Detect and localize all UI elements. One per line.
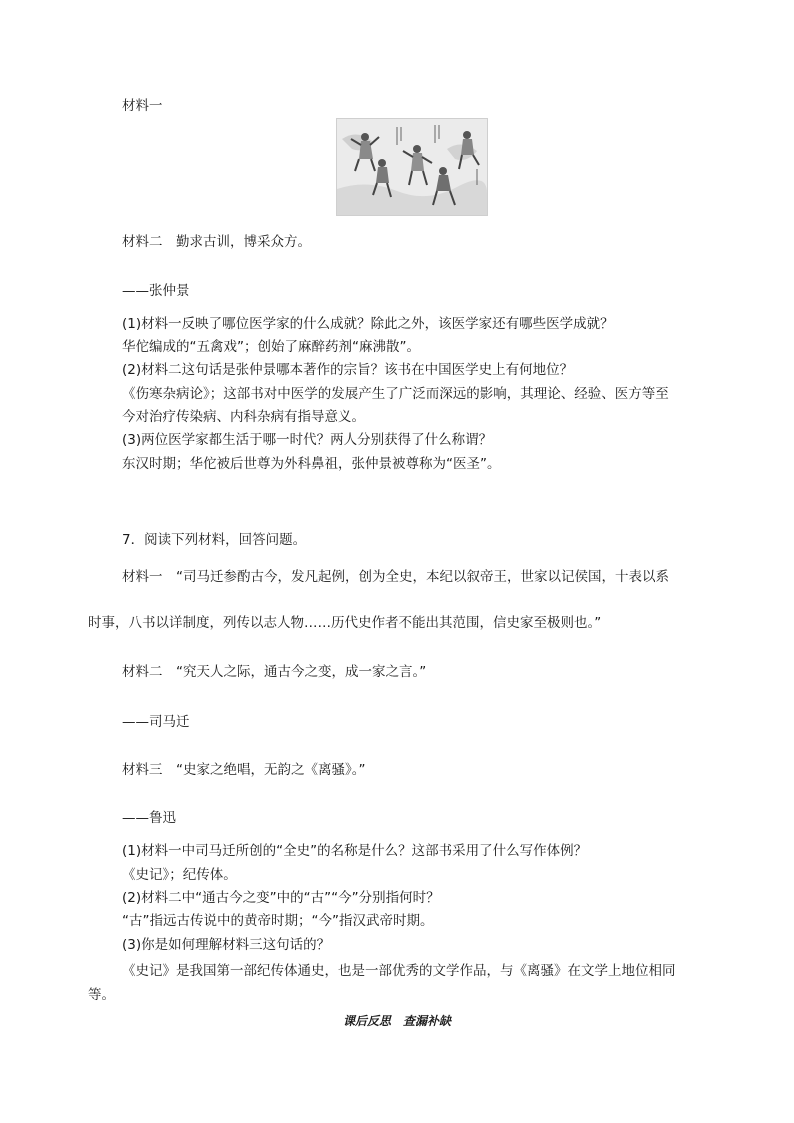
q7-material-2-attribution: ——司马迁 [122, 714, 190, 730]
q7-answer-3-line-2: 等。 [88, 987, 115, 1003]
material-1-label: 材料一 [122, 98, 163, 114]
answer-2-line-2: 今对治疗传染病、内科杂病有指导意义。 [122, 409, 365, 425]
q7-material-3: 材料三 “史家之绝唱，无韵之《离骚》。” [122, 762, 366, 778]
answer-1: 华佗编成的“五禽戏”；创始了麻醉药剂“麻沸散”。 [122, 339, 420, 355]
question-7-title: 7．阅读下列材料，回答问题。 [122, 532, 307, 548]
q7-question-1: (1)材料一中司马迁所创的“全史”的名称是什么？这部书采用了什么写作体例？ [122, 843, 588, 859]
question-1: (1)材料一反映了哪位医学家的什么成就？除此之外，该医学家还有哪些医学成就？ [122, 316, 614, 332]
q7-material-1-line-1: 材料一 “司马迁参酌古今，发凡起例，创为全史，本纪以叙帝王，世家以记侯国，十表以系 [122, 569, 669, 585]
q7-answer-3-line-1: 《史记》是我国第一部纪传体通史，也是一部优秀的文学作品，与《离骚》在文学上地位相同 [122, 963, 676, 979]
question-3: (3)两位医学家都生活于哪一时代？两人分别获得了什么称谓？ [122, 432, 493, 448]
q7-material-1-line-2: 时事，八书以详制度，列传以志人物……历代史作者不能出其范围，信史家至极则也。” [88, 615, 602, 631]
q7-answer-2: “古”指远古传说中的黄帝时期；“今”指汉武帝时期。 [122, 913, 434, 929]
footer-heading: 课后反思 查漏补缺 [342, 1014, 451, 1028]
material-2-text: 材料二 勤求古训，博采众方。 [122, 234, 311, 250]
q7-question-2: (2)材料二中“通古今之变”中的“古”“今”分别指何时？ [122, 890, 440, 906]
answer-2-line-1: 《伤寒杂病论》；这部书对中医学的发展产生了广泛而深远的影响，其理论、经验、医方等至 [122, 386, 669, 402]
answer-3: 东汉时期；华佗被后世尊为外科鼻祖，张仲景被尊称为“医圣”。 [122, 456, 501, 472]
q7-material-3-attribution: ——鲁迅 [122, 810, 176, 826]
q7-material-2: 材料二 “究天人之际，通古今之变，成一家之言。” [122, 664, 427, 680]
five-animals-exercise-illustration [336, 118, 488, 216]
q7-question-3: (3)你是如何理解材料三这句话的？ [122, 937, 331, 953]
question-2: (2)材料二这句话是张仲景哪本著作的宗旨？该书在中国医学史上有何地位？ [122, 362, 574, 378]
q7-answer-1: 《史记》；纪传体。 [122, 867, 237, 883]
material-2-attribution: ——张仲景 [122, 283, 190, 299]
